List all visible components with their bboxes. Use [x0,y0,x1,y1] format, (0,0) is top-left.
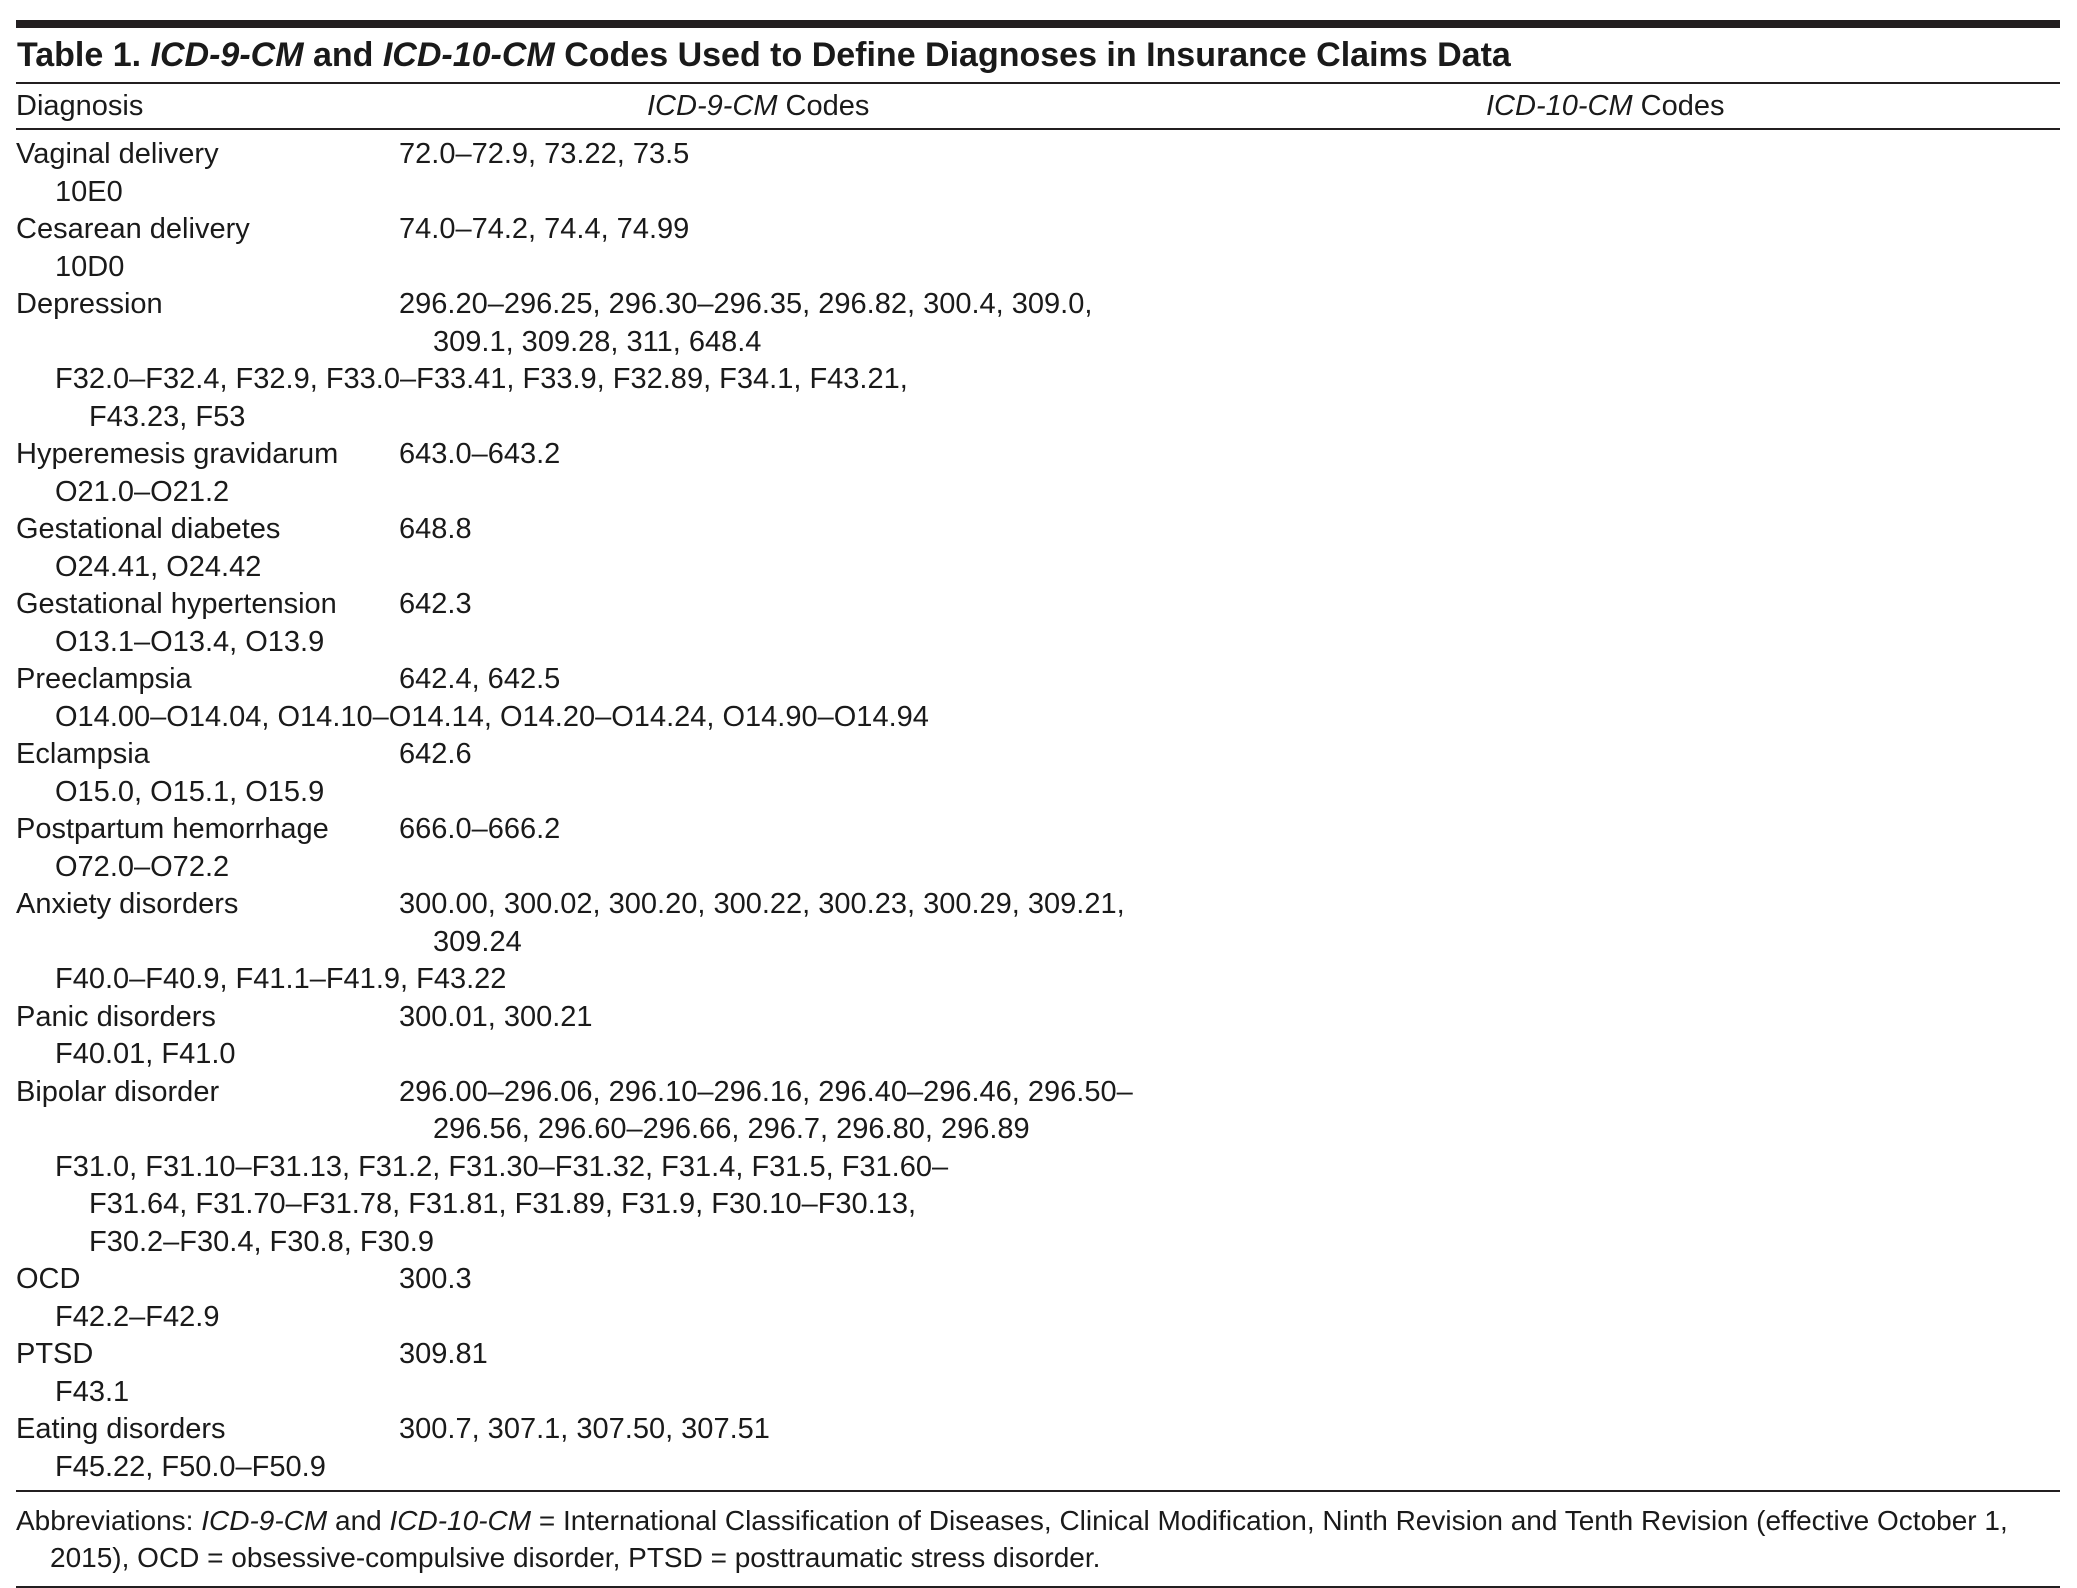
cell-icd10-codes: F32.0–F32.4, F32.9, F33.0–F33.41, F33.9, F32.89, F34.1, F43.21, F43.23, F53 [55,363,908,433]
header-icd9-rest: Codes [777,90,870,122]
table-row [16,1261,2060,1336]
table-row [16,511,2060,586]
footnote [16,1492,2040,1586]
cell-diagnosis: Depression [16,288,163,320]
cell-icd10-codes: O24.41, O24.42 [55,550,262,583]
cell-diagnosis: Eclampsia [16,738,150,770]
cell-icd9-codes: 643.0–643.2 [399,438,561,470]
header-diagnosis: Diagnosis [16,90,144,122]
table-row [16,886,2060,999]
cell-icd9-codes: 648.8 [399,513,472,545]
cell-icd9-codes: 642.6 [399,738,472,770]
table-container [16,20,2060,1588]
table-row [16,1411,2060,1486]
cell-diagnosis: Cesarean delivery [16,213,250,245]
cell-icd10-codes: F42.2–F42.9 [55,1300,220,1333]
footnote-icd10: ICD-10-CM [389,1505,532,1536]
cell-diagnosis: Hyperemesis gravidarum [16,438,339,470]
table-row [16,736,2060,811]
table-row [16,999,2060,1074]
header-icd9-italic: ICD-9-CM [647,90,778,122]
table-row [16,286,2060,436]
table-row [16,811,2060,886]
table-row [16,1074,2060,1262]
footnote-text: = International Classification of Diseases, Clinical Modification, Ninth Revision and Tenth Revision (effective October 1, 2015), OCD = obsessive-compulsive disorder, PTSD = posttraumatic stress disorder. [50,1505,2008,1573]
table-row [16,1336,2060,1411]
cell-icd10-codes: O72.0–O72.2 [55,850,230,883]
cell-diagnosis: Gestational hypertension [16,588,337,620]
cell-icd9-codes: 300.3 [399,1263,472,1295]
title-and: and [303,36,383,74]
cell-icd9-codes: 72.0–72.9, 73.22, 73.5 [399,138,690,170]
cell-icd10-codes: F45.22, F50.0–F50.9 [55,1450,326,1483]
table-header [16,84,2060,128]
title-icd9: ICD-9-CM [150,36,304,74]
cell-icd9-codes: 309.81 [399,1338,488,1370]
title-suffix: Codes Used to Define Diagnoses in Insurance Claims Data [554,36,1511,74]
cell-icd9-codes: 642.4, 642.5 [399,663,561,695]
cell-diagnosis: Panic disorders [16,1000,216,1033]
header-icd9 [647,84,869,128]
cell-icd10-codes: O13.1–O13.4, O13.9 [55,625,325,658]
cell-icd10-codes: 10D0 [55,250,125,283]
title-icd10: ICD-10-CM [382,36,555,74]
footnote-label: Abbreviations: [16,1505,202,1536]
cell-icd10-codes: F43.1 [55,1375,130,1408]
cell-diagnosis: Gestational diabetes [16,513,281,545]
cell-icd9-codes: 296.20–296.25, 296.30–296.35, 296.82, 300.4, 309.0, 309.1, 309.28, 311, 648.4 [399,288,1093,358]
table-row [16,661,2060,736]
cell-icd10-codes: F31.0, F31.10–F31.13, F31.2, F31.30–F31.32, F31.4, F31.5, F31.60–F31.64, F31.70–F31.78, F31.81, F31.89, F31.9, F30.10–F30.13, F30.2–F30.4, F30.8, F30.9 [55,1150,949,1258]
table-row [16,586,2060,661]
table-row [16,136,2060,211]
cell-icd9-codes: 666.0–666.2 [399,813,561,845]
cell-diagnosis: Anxiety disorders [16,888,239,920]
cell-icd10-codes: O21.0–O21.2 [55,475,230,508]
cell-diagnosis: Eating disorders [16,1413,226,1445]
cell-diagnosis: PTSD [16,1338,94,1370]
footnote-icd9: ICD-9-CM [201,1505,328,1536]
cell-diagnosis: Bipolar disorder [16,1075,220,1108]
top-rule [16,20,2060,28]
cell-diagnosis: OCD [16,1263,81,1295]
table-row [16,211,2060,286]
table-title [16,28,2060,82]
cell-icd10-codes: F40.01, F41.0 [55,1038,236,1070]
header-icd10-rest: Codes [1632,90,1725,122]
cell-icd10-codes: O15.0, O15.1, O15.9 [55,775,325,808]
header-icd10-italic: ICD-10-CM [1486,90,1633,122]
cell-icd10-codes: 10E0 [55,175,123,208]
cell-icd9-codes: 74.0–74.2, 74.4, 74.99 [399,213,690,245]
cell-diagnosis: Postpartum hemorrhage [16,813,329,845]
header-icd10 [1486,84,1725,128]
cell-diagnosis: Preeclampsia [16,663,192,695]
cell-icd9-codes: 300.00, 300.02, 300.20, 300.22, 300.23, 300.29, 309.21, 309.24 [399,888,1125,958]
title-prefix: Table 1. [17,36,151,74]
table-body [16,130,2060,1490]
cell-icd10-codes: F40.0–F40.9, F41.1–F41.9, F43.22 [55,963,507,995]
footnote-and: and [327,1505,390,1536]
cell-icd9-codes: 300.7, 307.1, 307.50, 307.51 [399,1413,770,1445]
cell-icd9-codes: 300.01, 300.21 [399,1000,593,1033]
table-row [16,436,2060,511]
cell-icd10-codes: O14.00–O14.04, O14.10–O14.14, O14.20–O14.24, O14.90–O14.94 [55,700,929,733]
cell-icd9-codes: 642.3 [399,588,472,620]
cell-icd9-codes: 296.00–296.06, 296.10–296.16, 296.40–296.46, 296.50–296.56, 296.60–296.66, 296.7, 296.80, 296.89 [399,1075,1133,1145]
cell-diagnosis: Vaginal delivery [16,138,219,170]
